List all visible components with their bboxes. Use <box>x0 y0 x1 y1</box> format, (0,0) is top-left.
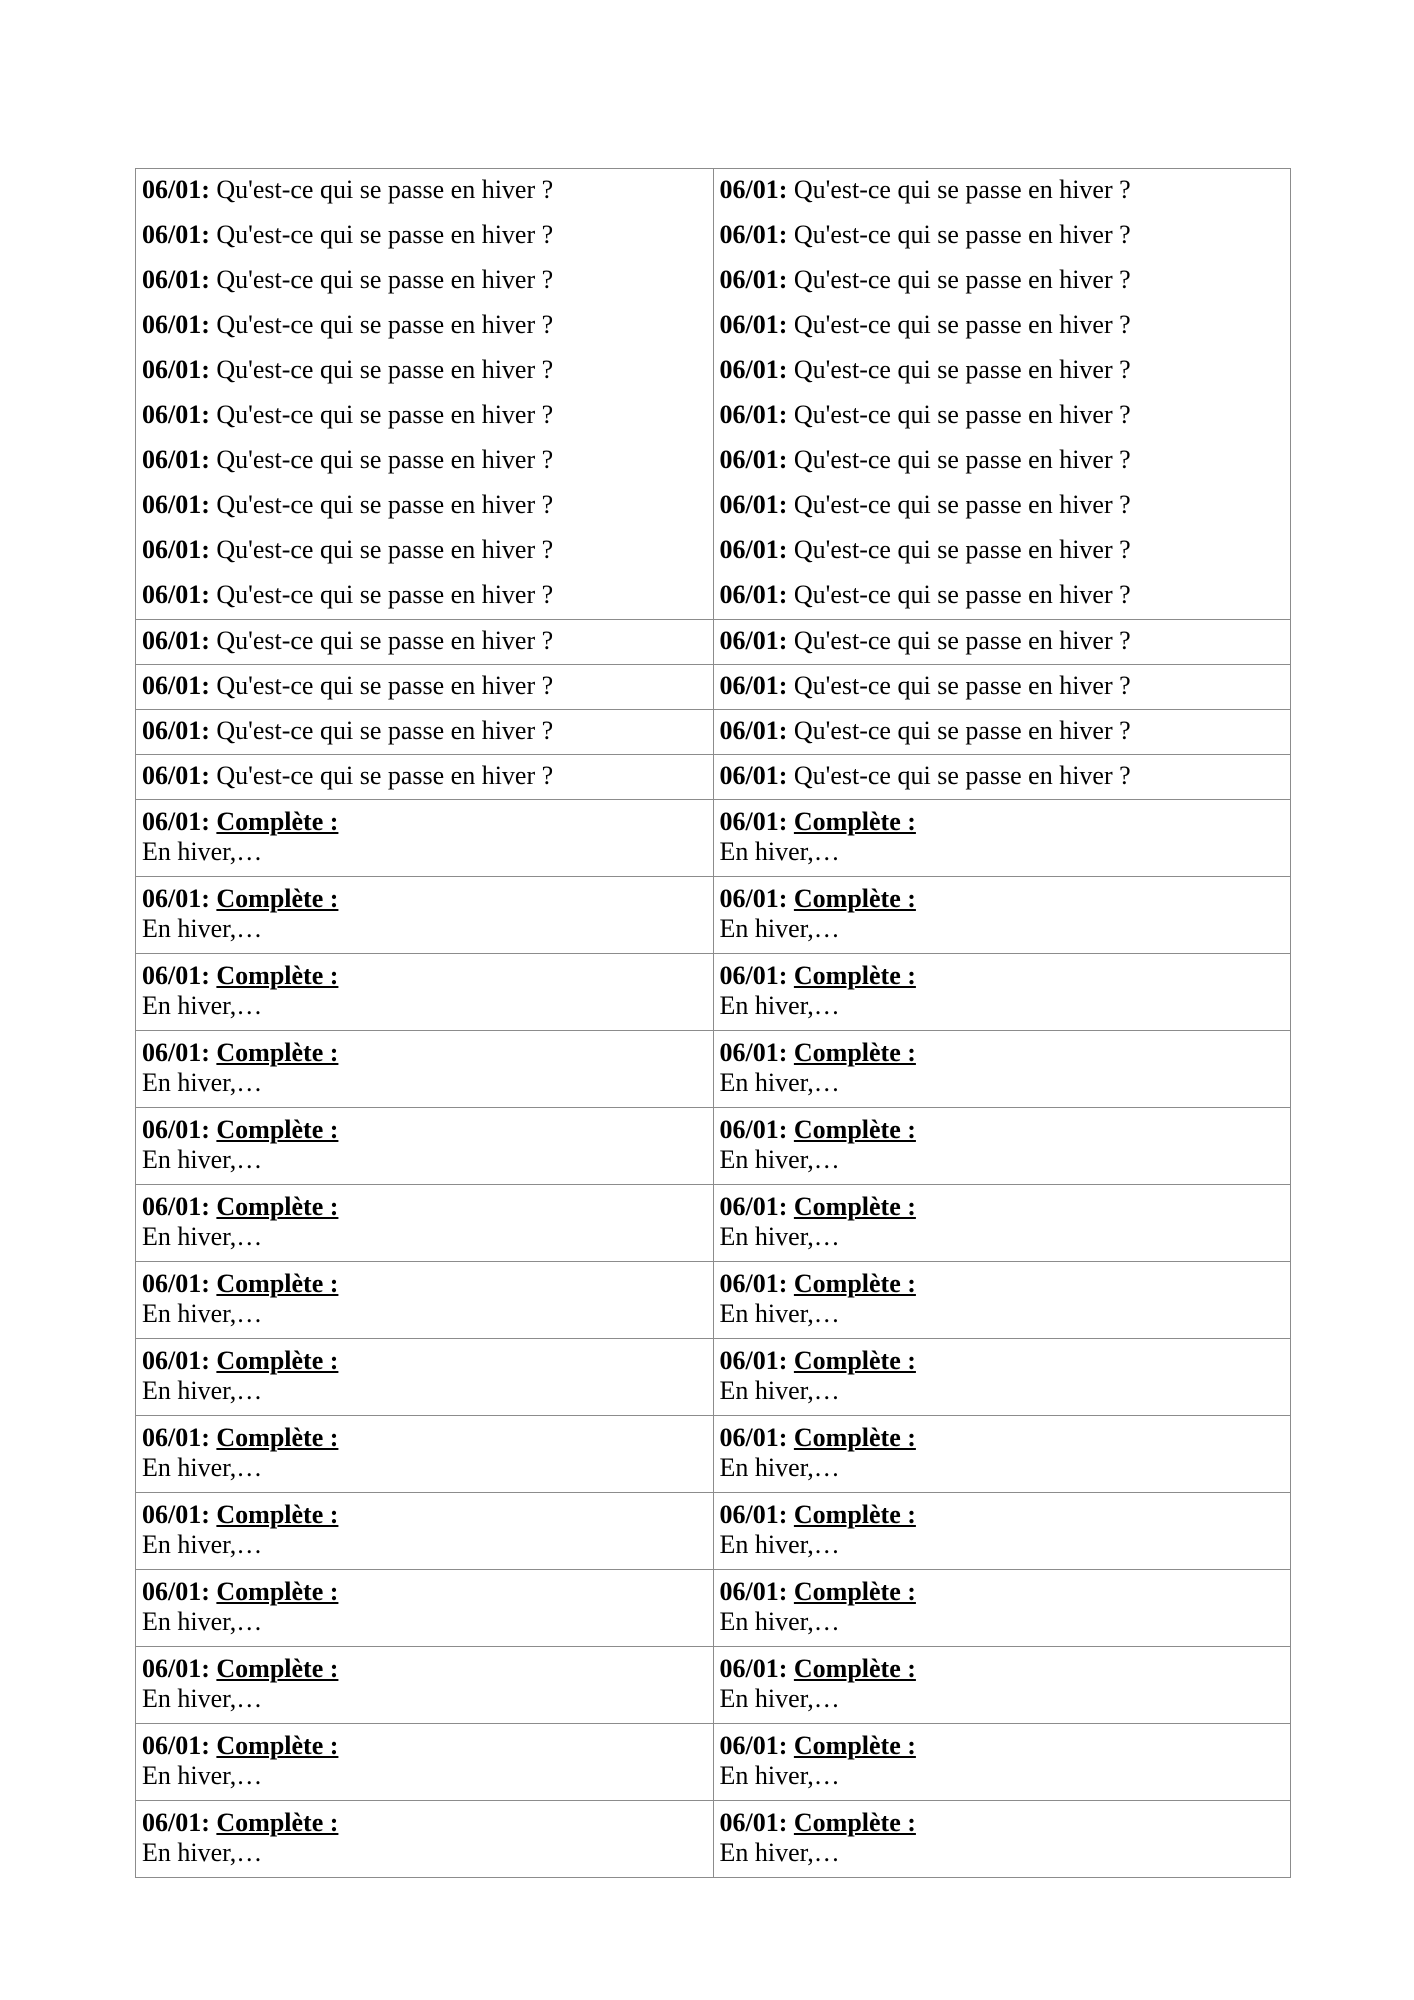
question-text: Qu'est-ce qui se passe en hiver ? <box>216 716 554 745</box>
question-text: Qu'est-ce qui se passe en hiver ? <box>793 265 1131 294</box>
question-row <box>136 710 1291 755</box>
complete-heading <box>142 1038 707 1068</box>
question-block-left <box>136 169 714 620</box>
complete-row <box>136 1262 1291 1339</box>
question-cell <box>136 620 714 665</box>
complete-heading <box>142 1577 707 1607</box>
complete-label: Complète : <box>216 1346 339 1375</box>
date-label: 06/01: <box>142 1115 210 1144</box>
complete-row <box>136 1801 1291 1878</box>
complete-prompt: En hiver,… <box>142 1453 263 1482</box>
complete-prompt: En hiver,… <box>142 1684 263 1713</box>
complete-heading <box>720 1500 1285 1530</box>
date-label: 06/01: <box>142 400 210 429</box>
date-label: 06/01: <box>142 1500 210 1529</box>
complete-label: Complète : <box>793 1500 916 1529</box>
date-label: 06/01: <box>719 445 788 474</box>
complete-row <box>136 800 1291 877</box>
complete-row <box>136 954 1291 1031</box>
question-row <box>136 665 1291 710</box>
question-text: Qu'est-ce qui se passe en hiver ? <box>216 355 554 384</box>
complete-prompt: En hiver,… <box>142 914 263 943</box>
date-label: 06/01: <box>719 1115 788 1144</box>
date-label: 06/01: <box>719 884 788 913</box>
question-line <box>720 535 1285 580</box>
complete-label: Complète : <box>216 1500 339 1529</box>
complete-prompt: En hiver,… <box>142 1761 263 1790</box>
question-cell <box>713 755 1291 800</box>
complete-cell <box>713 1570 1291 1647</box>
date-label: 06/01: <box>142 1808 210 1837</box>
complete-prompt: En hiver,… <box>719 1607 840 1636</box>
complete-heading <box>142 1346 707 1376</box>
question-line <box>720 220 1285 265</box>
date-label: 06/01: <box>142 580 210 609</box>
date-label: 06/01: <box>719 1577 788 1606</box>
complete-cell <box>713 954 1291 1031</box>
date-label: 06/01: <box>142 1731 210 1760</box>
question-block-right <box>713 169 1291 620</box>
complete-prompt: En hiver,… <box>142 1068 263 1097</box>
complete-heading <box>720 1654 1285 1684</box>
question-line <box>142 355 707 400</box>
complete-prompt: En hiver,… <box>719 1453 840 1482</box>
question-text: Qu'est-ce qui se passe en hiver ? <box>793 716 1131 745</box>
complete-cell <box>136 1570 714 1647</box>
complete-heading <box>720 1038 1285 1068</box>
question-line <box>142 220 707 265</box>
complete-prompt: En hiver,… <box>142 1376 263 1405</box>
question-text: Qu'est-ce qui se passe en hiver ? <box>793 400 1131 429</box>
complete-heading <box>142 884 707 914</box>
complete-cell <box>136 1339 714 1416</box>
question-text: Qu'est-ce qui se passe en hiver ? <box>793 175 1131 204</box>
question-cell <box>136 665 714 710</box>
question-text: Qu'est-ce qui se passe en hiver ? <box>793 355 1131 384</box>
complete-cell <box>713 1724 1291 1801</box>
question-line <box>142 310 707 355</box>
question-text: Qu'est-ce qui se passe en hiver ? <box>793 445 1131 474</box>
complete-cell <box>136 1647 714 1724</box>
complete-label: Complète : <box>793 961 916 990</box>
complete-row <box>136 1416 1291 1493</box>
complete-prompt: En hiver,… <box>719 1299 840 1328</box>
date-label: 06/01: <box>142 761 210 790</box>
complete-label: Complète : <box>216 1577 339 1606</box>
date-label: 06/01: <box>719 1808 788 1837</box>
question-row <box>136 755 1291 800</box>
date-label: 06/01: <box>719 807 788 836</box>
date-label: 06/01: <box>719 1192 788 1221</box>
complete-prompt: En hiver,… <box>719 991 840 1020</box>
date-label: 06/01: <box>142 1038 210 1067</box>
date-label: 06/01: <box>719 626 788 655</box>
question-line <box>142 671 707 701</box>
complete-prompt: En hiver,… <box>142 1145 263 1174</box>
date-label: 06/01: <box>142 1192 210 1221</box>
question-line <box>720 580 1285 615</box>
question-row <box>136 620 1291 665</box>
date-label: 06/01: <box>142 807 210 836</box>
complete-cell <box>713 1339 1291 1416</box>
question-text: Qu'est-ce qui se passe en hiver ? <box>793 580 1131 609</box>
question-line <box>720 761 1285 791</box>
complete-prompt: En hiver,… <box>142 1299 263 1328</box>
complete-row <box>136 1339 1291 1416</box>
complete-prompt: En hiver,… <box>142 1607 263 1636</box>
complete-prompt: En hiver,… <box>719 1222 840 1251</box>
question-cell <box>136 710 714 755</box>
complete-cell <box>136 1724 714 1801</box>
date-label: 06/01: <box>142 1577 210 1606</box>
date-label: 06/01: <box>719 1654 788 1683</box>
question-text: Qu'est-ce qui se passe en hiver ? <box>793 535 1131 564</box>
question-line <box>142 400 707 445</box>
date-label: 06/01: <box>719 400 788 429</box>
complete-heading <box>142 1269 707 1299</box>
complete-prompt: En hiver,… <box>142 1838 263 1867</box>
complete-row <box>136 877 1291 954</box>
date-label: 06/01: <box>719 175 788 204</box>
question-block-row <box>136 169 1291 620</box>
complete-label: Complète : <box>216 1423 339 1452</box>
question-line <box>142 535 707 580</box>
date-label: 06/01: <box>719 761 788 790</box>
question-text: Qu'est-ce qui se passe en hiver ? <box>216 671 554 700</box>
complete-cell <box>713 1493 1291 1570</box>
date-label: 06/01: <box>142 626 210 655</box>
question-line <box>142 265 707 310</box>
question-text: Qu'est-ce qui se passe en hiver ? <box>793 490 1131 519</box>
complete-prompt: En hiver,… <box>719 1145 840 1174</box>
complete-heading <box>720 807 1285 837</box>
date-label: 06/01: <box>142 1269 210 1298</box>
complete-cell <box>713 1647 1291 1724</box>
question-line <box>142 580 707 615</box>
question-text: Qu'est-ce qui se passe en hiver ? <box>793 220 1131 249</box>
date-label: 06/01: <box>719 535 788 564</box>
complete-label: Complète : <box>793 1731 916 1760</box>
complete-prompt: En hiver,… <box>719 1530 840 1559</box>
question-line <box>720 400 1285 445</box>
complete-cell <box>713 1185 1291 1262</box>
complete-prompt: En hiver,… <box>719 1376 840 1405</box>
question-text: Qu'est-ce qui se passe en hiver ? <box>793 626 1131 655</box>
complete-label: Complète : <box>793 1346 916 1375</box>
complete-cell <box>136 1493 714 1570</box>
date-label: 06/01: <box>142 265 210 294</box>
complete-prompt: En hiver,… <box>719 1761 840 1790</box>
complete-heading <box>142 1423 707 1453</box>
complete-row <box>136 1493 1291 1570</box>
complete-prompt: En hiver,… <box>719 837 840 866</box>
question-text: Qu'est-ce qui se passe en hiver ? <box>216 761 554 790</box>
question-text: Qu'est-ce qui se passe en hiver ? <box>216 400 554 429</box>
complete-row <box>136 1570 1291 1647</box>
complete-label: Complète : <box>793 1269 916 1298</box>
question-line <box>142 716 707 746</box>
complete-label: Complète : <box>216 1038 339 1067</box>
question-text: Qu'est-ce qui se passe en hiver ? <box>216 310 554 339</box>
date-label: 06/01: <box>719 1423 788 1452</box>
date-label: 06/01: <box>719 265 788 294</box>
complete-heading <box>720 1192 1285 1222</box>
complete-heading <box>720 1808 1285 1838</box>
date-label: 06/01: <box>719 220 788 249</box>
date-label: 06/01: <box>142 961 210 990</box>
complete-heading <box>720 1577 1285 1607</box>
complete-cell <box>713 800 1291 877</box>
complete-heading <box>142 1500 707 1530</box>
complete-row <box>136 1031 1291 1108</box>
complete-label: Complète : <box>793 884 916 913</box>
date-label: 06/01: <box>719 1346 788 1375</box>
date-label: 06/01: <box>719 961 788 990</box>
complete-label: Complète : <box>793 1423 916 1452</box>
complete-heading <box>720 1269 1285 1299</box>
date-label: 06/01: <box>142 716 210 745</box>
complete-label: Complète : <box>216 1654 339 1683</box>
complete-heading <box>720 1346 1285 1376</box>
complete-cell <box>713 1801 1291 1878</box>
date-label: 06/01: <box>142 671 210 700</box>
question-cell <box>136 755 714 800</box>
date-label: 06/01: <box>719 580 788 609</box>
question-text: Qu'est-ce qui se passe en hiver ? <box>216 490 554 519</box>
date-label: 06/01: <box>142 445 210 474</box>
complete-prompt: En hiver,… <box>719 914 840 943</box>
complete-cell <box>136 800 714 877</box>
question-text: Qu'est-ce qui se passe en hiver ? <box>793 761 1131 790</box>
date-label: 06/01: <box>719 671 788 700</box>
question-text: Qu'est-ce qui se passe en hiver ? <box>216 265 554 294</box>
date-label: 06/01: <box>719 490 788 519</box>
question-line <box>720 445 1285 490</box>
worksheet-table <box>135 168 1291 1878</box>
complete-label: Complète : <box>793 1115 916 1144</box>
date-label: 06/01: <box>142 1654 210 1683</box>
complete-prompt: En hiver,… <box>142 1222 263 1251</box>
date-label: 06/01: <box>142 310 210 339</box>
complete-heading <box>720 961 1285 991</box>
complete-prompt: En hiver,… <box>142 1530 263 1559</box>
complete-heading <box>142 1808 707 1838</box>
complete-heading <box>142 961 707 991</box>
complete-heading <box>142 807 707 837</box>
complete-label: Complète : <box>216 1808 339 1837</box>
date-label: 06/01: <box>142 1423 210 1452</box>
complete-heading <box>142 1192 707 1222</box>
complete-cell <box>713 1262 1291 1339</box>
question-text: Qu'est-ce qui se passe en hiver ? <box>793 671 1131 700</box>
question-line <box>142 490 707 535</box>
complete-prompt: En hiver,… <box>719 1684 840 1713</box>
complete-label: Complète : <box>216 1731 339 1760</box>
complete-label: Complète : <box>216 1115 339 1144</box>
question-line <box>142 761 707 791</box>
complete-cell <box>136 877 714 954</box>
complete-row <box>136 1108 1291 1185</box>
question-text: Qu'est-ce qui se passe en hiver ? <box>216 535 554 564</box>
complete-heading <box>720 1423 1285 1453</box>
complete-heading <box>142 1115 707 1145</box>
date-label: 06/01: <box>719 1731 788 1760</box>
complete-prompt: En hiver,… <box>142 837 263 866</box>
question-line <box>720 716 1285 746</box>
complete-label: Complète : <box>793 807 916 836</box>
complete-cell <box>713 1416 1291 1493</box>
date-label: 06/01: <box>719 716 788 745</box>
complete-heading <box>720 1115 1285 1145</box>
question-text: Qu'est-ce qui se passe en hiver ? <box>216 626 554 655</box>
worksheet-body <box>136 169 1291 1878</box>
question-line <box>720 355 1285 400</box>
question-line <box>720 671 1285 701</box>
complete-cell <box>136 1031 714 1108</box>
date-label: 06/01: <box>719 310 788 339</box>
question-text: Qu'est-ce qui se passe en hiver ? <box>216 220 554 249</box>
question-line <box>142 445 707 490</box>
date-label: 06/01: <box>142 220 210 249</box>
question-line <box>720 175 1285 220</box>
complete-row <box>136 1185 1291 1262</box>
date-label: 06/01: <box>142 355 210 384</box>
complete-label: Complète : <box>216 961 339 990</box>
question-line <box>142 626 707 656</box>
complete-heading <box>720 1731 1285 1761</box>
complete-prompt: En hiver,… <box>142 991 263 1020</box>
question-line <box>720 310 1285 355</box>
question-line <box>720 490 1285 535</box>
complete-label: Complète : <box>216 1192 339 1221</box>
date-label: 06/01: <box>142 490 210 519</box>
date-label: 06/01: <box>719 355 788 384</box>
question-cell <box>713 620 1291 665</box>
complete-cell <box>713 1108 1291 1185</box>
complete-prompt: En hiver,… <box>719 1838 840 1867</box>
complete-cell <box>136 1262 714 1339</box>
question-cell <box>713 665 1291 710</box>
complete-prompt: En hiver,… <box>719 1068 840 1097</box>
complete-label: Complète : <box>793 1192 916 1221</box>
complete-label: Complète : <box>793 1038 916 1067</box>
complete-heading <box>142 1654 707 1684</box>
question-text: Qu'est-ce qui se passe en hiver ? <box>216 580 554 609</box>
complete-label: Complète : <box>216 807 339 836</box>
complete-cell <box>713 1031 1291 1108</box>
complete-heading <box>720 884 1285 914</box>
date-label: 06/01: <box>142 535 210 564</box>
question-text: Qu'est-ce qui se passe en hiver ? <box>216 445 554 474</box>
complete-row <box>136 1647 1291 1724</box>
complete-label: Complète : <box>793 1808 916 1837</box>
date-label: 06/01: <box>719 1500 788 1529</box>
date-label: 06/01: <box>142 175 210 204</box>
complete-label: Complète : <box>216 1269 339 1298</box>
complete-cell <box>136 1108 714 1185</box>
complete-label: Complète : <box>793 1577 916 1606</box>
complete-cell <box>136 1416 714 1493</box>
complete-label: Complète : <box>216 884 339 913</box>
question-line <box>720 265 1285 310</box>
question-line <box>720 626 1285 656</box>
question-line <box>142 175 707 220</box>
question-cell <box>713 710 1291 755</box>
complete-row <box>136 1724 1291 1801</box>
question-text: Qu'est-ce qui se passe en hiver ? <box>793 310 1131 339</box>
date-label: 06/01: <box>142 884 210 913</box>
date-label: 06/01: <box>719 1038 788 1067</box>
complete-cell <box>136 1801 714 1878</box>
date-label: 06/01: <box>719 1269 788 1298</box>
complete-label: Complète : <box>793 1654 916 1683</box>
date-label: 06/01: <box>142 1346 210 1375</box>
complete-cell <box>136 1185 714 1262</box>
complete-heading <box>142 1731 707 1761</box>
complete-cell <box>713 877 1291 954</box>
complete-cell <box>136 954 714 1031</box>
question-text: Qu'est-ce qui se passe en hiver ? <box>216 175 554 204</box>
